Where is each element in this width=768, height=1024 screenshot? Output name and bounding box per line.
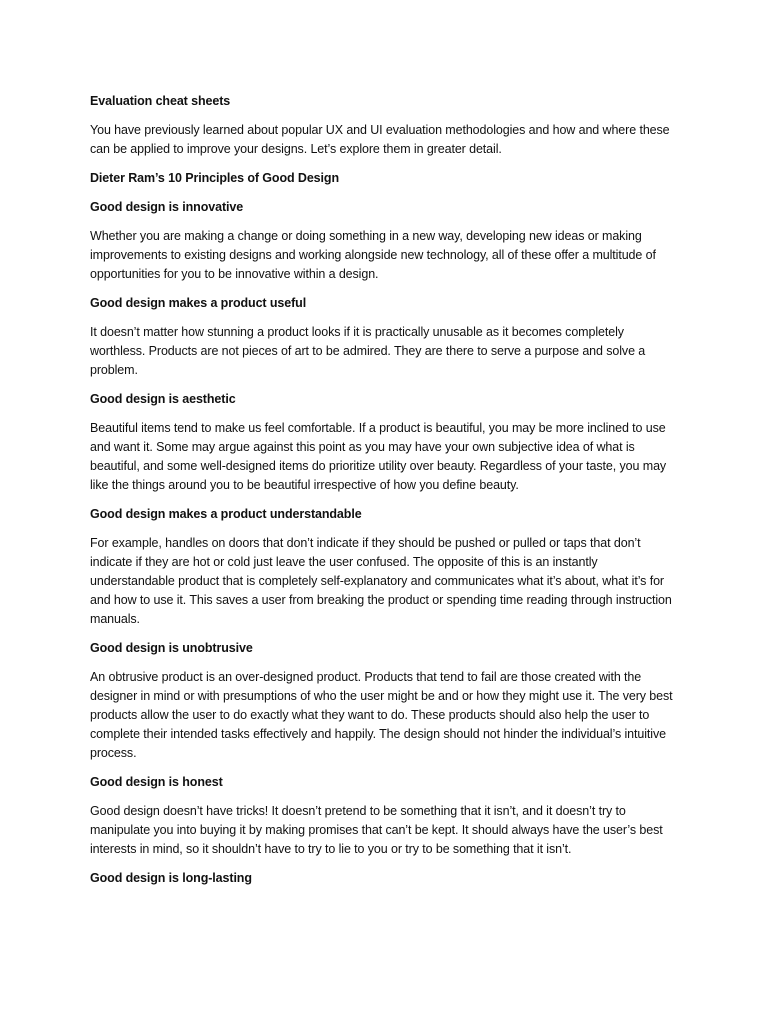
principle-body: An obtrusive product is an over-designed product. Products that tend to fail are those created with the designer in mind or with presumptions of who the user might be and or how they might use it. The very best products allow the user to do exactly what they want to do. These products should also help the user to complete their intended tasks effectively and happily. The design should not hinder the individual’s intuitive process. <box>90 670 673 760</box>
document-content <box>90 92 682 898</box>
intro-paragraph: You have previously learned about popular UX and UI evaluation methodologies and how and where these can be applied to improve your designs. Let’s explore them in greater detail. <box>90 123 670 156</box>
principle-heading: Good design makes a product useful <box>90 296 307 310</box>
principle-heading: Good design is long-lasting <box>90 871 252 885</box>
document-title: Evaluation cheat sheets <box>90 94 231 108</box>
principle-heading: Good design is honest <box>90 775 223 789</box>
principle-body: Good design doesn’t have tricks! It doesn’t pretend to be something that it isn’t, and it doesn’t try to manipulate you into buying it by making promises that can’t be kept. It should always have the user’s best interests in mind, so it shouldn’t have to try to lie to you or try to be something that it isn’t. <box>90 804 663 856</box>
principle-heading: Good design is aesthetic <box>90 392 236 406</box>
principle-body: For example, handles on doors that don’t indicate if they should be pushed or pulled or taps that don’t indicate if they are hot or cold just leave the user confused. The opposite of this is an instantly understandable product that is completely self-explanatory and communicates what it’s about, what it’s for and how to use it. This saves a user from breaking the product or spending time reading through instruction manuals. <box>90 536 672 626</box>
principle-body: It doesn’t matter how stunning a product looks if it is practically unusable as it becomes completely worthless. Products are not pieces of art to be admired. They are there to serve a purpose and solve a problem. <box>90 325 646 377</box>
section-title: Dieter Ram’s 10 Principles of Good Design <box>90 171 339 185</box>
principle-heading: Good design is unobtrusive <box>90 641 253 655</box>
principle-body: Whether you are making a change or doing something in a new way, developing new ideas or making improvements to existing designs and working alongside new technology, all of these offer a multitude of opportunities for you to be innovative within a design. <box>90 229 656 281</box>
principle-heading: Good design makes a product understandable <box>90 507 362 521</box>
principle-heading: Good design is innovative <box>90 200 244 214</box>
principle-body: Beautiful items tend to make us feel comfortable. If a product is beautiful, you may be more inclined to use and want it. Some may argue against this point as you may have your own subjective idea of what is beautiful, and some well-designed items do prioritize utility over beauty. Regardless of your taste, you may like the things around you to be beautiful irrespective of how you define beauty. <box>90 421 667 492</box>
